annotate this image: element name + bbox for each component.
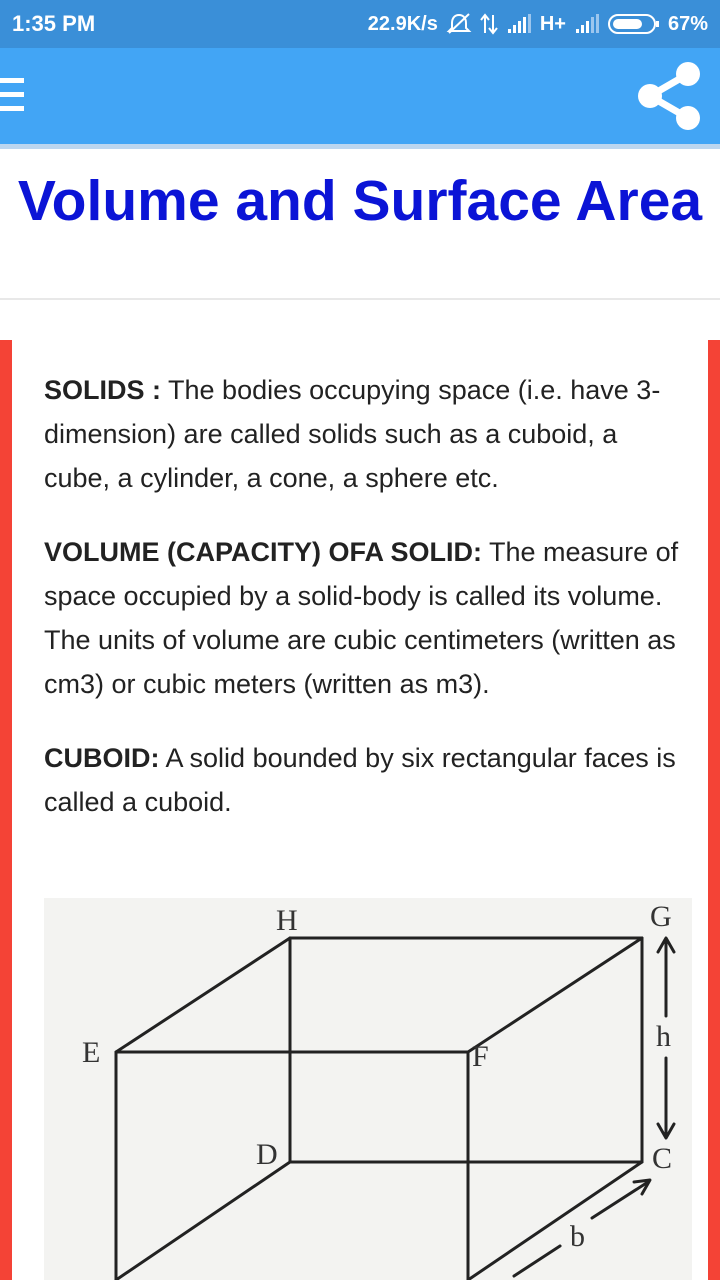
app-bar-shadow bbox=[0, 144, 720, 149]
right-border bbox=[708, 340, 720, 1280]
status-time: 1:35 PM bbox=[12, 11, 96, 36]
label-f-vertex: F bbox=[472, 1040, 489, 1073]
section-text: A solid bounded by six rectangular faces is called a cuboid. bbox=[44, 743, 676, 817]
section-term: SOLIDS : bbox=[44, 375, 162, 405]
page-title: Volume and Surface Area bbox=[17, 169, 703, 233]
label-e-vertex: E bbox=[82, 1036, 101, 1069]
label-g-vertex: G bbox=[650, 900, 672, 933]
data-transfer-icon bbox=[480, 12, 498, 36]
signal-icon bbox=[506, 14, 532, 34]
section-text: The measure of space occupied by a solid-body is called its volume. The units of volume are cubic centimeters (written as cm3) or cubic meters (written as m3). bbox=[44, 537, 679, 699]
section-volume bbox=[44, 530, 684, 706]
label-height: h bbox=[656, 1020, 671, 1053]
section-term: CUBOID: bbox=[44, 743, 160, 773]
status-icons bbox=[368, 12, 708, 36]
app-bar bbox=[0, 48, 720, 144]
label-c-vertex: C bbox=[652, 1142, 673, 1175]
share-icon[interactable] bbox=[632, 60, 708, 132]
section-solids bbox=[44, 368, 684, 500]
left-border bbox=[0, 340, 12, 1280]
network-type: H+ bbox=[539, 12, 566, 35]
battery-percent: 67% bbox=[667, 12, 708, 35]
label-d-vertex: D bbox=[256, 1138, 278, 1171]
label-h-vertex: H bbox=[276, 904, 298, 937]
title-divider bbox=[0, 298, 720, 300]
cuboid-diagram bbox=[44, 898, 692, 1280]
article-content bbox=[44, 368, 684, 854]
section-text: The bodies occupying space (i.e. have 3-dimension) are called solids such as a cuboid, a cube, a cylinder, a cone, a sphere etc. bbox=[44, 375, 661, 493]
section-term: VOLUME (CAPACITY) OFA SOLID: bbox=[44, 537, 482, 567]
label-breadth: b bbox=[570, 1220, 585, 1253]
network-speed: 22.9K/s bbox=[367, 12, 438, 35]
section-cuboid bbox=[44, 736, 684, 824]
mute-icon bbox=[446, 12, 472, 36]
signal-icon-2 bbox=[574, 14, 600, 34]
battery-icon bbox=[608, 13, 660, 35]
cuboid-figure bbox=[44, 898, 692, 1280]
status-bar bbox=[0, 0, 720, 48]
hamburger-menu-icon[interactable] bbox=[0, 78, 30, 118]
